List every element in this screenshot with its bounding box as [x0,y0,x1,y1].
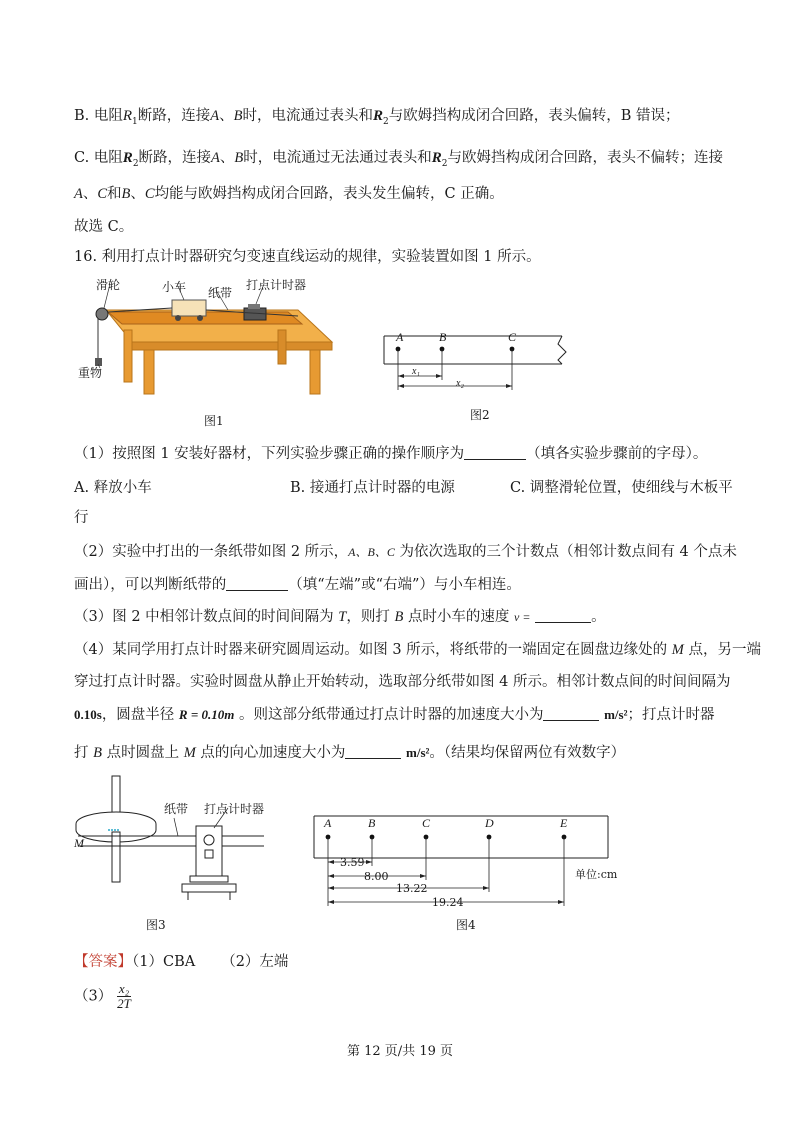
answer-tag: 【答案】 [74,954,132,970]
fig2-point-b: B [439,330,447,344]
fig4-point-a: A [324,816,332,830]
answer-fraction: $\frac{\text{x₂}}{2T}$ [117,981,131,1011]
fig1-caption: 图1 [204,414,224,428]
fig1-label-tape: 纸带 [208,286,233,300]
fig4-point-e: E [560,816,568,830]
answer-blank-2 [226,576,288,591]
answer-blank-3 [535,608,591,623]
fig4-point-b: B [368,816,376,830]
fig4-caption: 图4 [456,918,476,932]
fig2-caption: 图2 [470,408,490,422]
fig3-label-m: M [74,836,84,850]
option-c-cont: 行 [74,510,89,526]
fig4-point-d: D [485,816,494,830]
part-4-question-line4: 打 B 点时圆盘上 M 点的向心加速度大小为 m/s²。（结果均保留两位有效数字） [74,745,626,761]
part-3-question: （3）图 2 中相邻计数点间的时间间隔为 T，则打 B 点时小车的速度 v = 。 [74,609,606,625]
answer-blank-4 [543,706,599,721]
option-c-explanation: C. 电阻$R_2$断路，连接A、B时，电流通过无法通过表头和$R_2$与欧姆挡构成闭合回路，表头不偏转；连接 [74,150,724,169]
figure-2-tape [380,322,580,402]
fig2-x1: x₁ [412,366,420,377]
part-4-question-line3: 0.10s，圆盘半径 R = 0.10m 。则这部分纸带通过打点计时器的加速度大小为 m/s²；打点计时器 [74,707,715,723]
answer-line: 【答案】（1）CBA （2）左端 [74,954,289,970]
option-b-explanation: B. 电阻$R_1$断路，连接A、B时，电流通过表头和$R_2$与欧姆挡构成闭合回路，表头偏转，B 错误； [74,108,680,127]
option-c-explanation-cont: A、C和B、C均能与欧姆挡构成闭合回路，表头发生偏转，C 正确。 [74,186,504,202]
answer-blank-5 [345,744,401,759]
fig3-caption: 图3 [146,918,166,932]
figure-3-disc [68,772,278,912]
answer-blank-1 [464,445,526,460]
fig1-label-weight: 重物 [78,366,103,380]
fig4-dist-ad: 13.22 [396,882,428,895]
part-1-question: （1）按照图 1 安装好器材，下列实验步骤正确的操作顺序为 （填各实验步骤前的字母）。 [74,446,708,462]
option-c: C. 调整滑轮位置，使细线与木板平 [510,480,733,496]
fig2-point-a: A [396,330,404,344]
fig3-label-timer: 打点计时器 [204,802,265,816]
fig4-dist-ac: 8.00 [364,870,389,883]
fig4-unit: 单位:cm [575,868,618,881]
fig3-label-tape: 纸带 [164,802,189,816]
part-4-question-line2: 穿过打点计时器。实验时圆盘从静止开始转动，选取部分纸带如图 4 所示。相邻计数点间的时间间隔为 [74,674,731,690]
answer-part-3: （3） $\frac{\text{x₂}}{2T}$ [74,981,131,1011]
fig4-dist-ae: 19.24 [432,896,464,909]
fig1-label-pulley: 滑轮 [96,278,121,292]
fig1-label-timer: 打点计时器 [246,278,307,292]
fig4-dist-ab: 3.59 [340,856,365,869]
page-footer: 第 12 页/共 19 页 [347,1044,453,1059]
part-2-question-cont: 画出），可以判断纸带的 （填“左端”或“右端”）与小车相连。 [74,577,521,593]
fig2-point-c: C [508,330,517,344]
part-2-question: （2）实验中打出的一条纸带如图 2 所示，A、B、C 为依次选取的三个计数点（相邻计数点间有 4 个点未 [74,544,737,560]
option-a: A. 释放小车 [74,480,152,496]
fig2-x2: x₂ [456,378,464,389]
part-4-question: （4）某同学用打点计时器来研究圆周运动。如图 3 所示，将纸带的一端固定在圆盘边缘处的 M 点，另一端 [74,642,761,658]
question-16-stem: 16. 利用打点计时器研究匀变速直线运动的规律，实验装置如图 1 所示。 [74,249,541,265]
fig4-point-c: C [422,816,431,830]
fig1-label-cart: 小车 [162,280,187,294]
option-b: B. 接通打点计时器的电源 [290,480,455,496]
choice-conclusion: 故选 C。 [74,219,134,235]
